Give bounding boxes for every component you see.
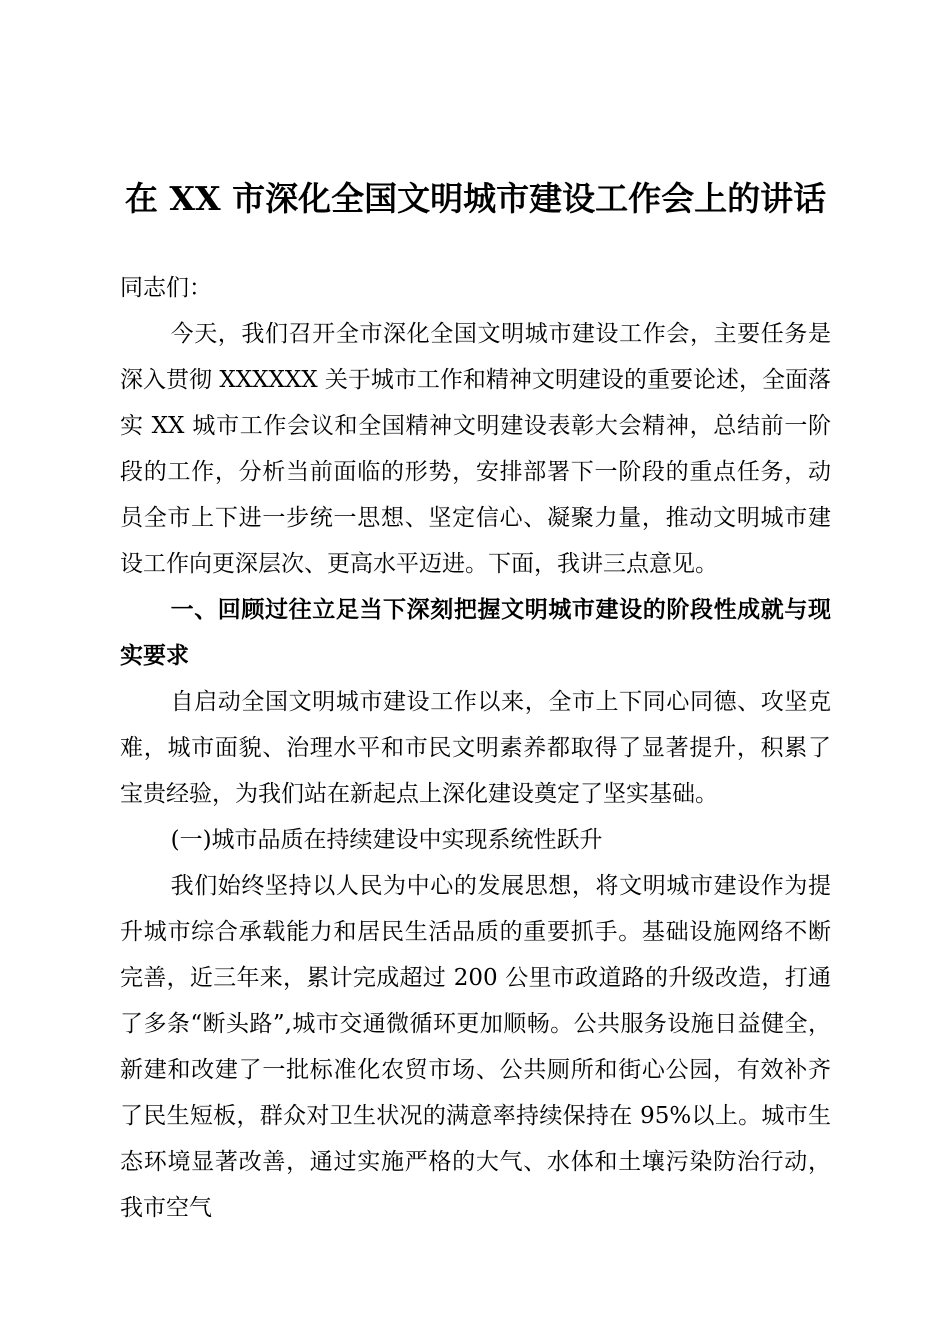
subsection-heading-1-1: (一)城市品质在持续建设中实现系统性跃升 <box>170 827 603 853</box>
salutation: 同志们： <box>120 275 212 301</box>
paragraph-opening: 今天，我们召开全市深化全国文明城市建设工作会，主要任务是深入贯彻 XXXXXX 关于城市工作和精神文明建设的重要论述，全面落实 XX 城市工作会议和全国精神文明建设表彰大会精神，总结前一阶段的工作，分析当前面临的形势，安排部署下一阶段的重点任务，动员全市上下进一步统一思想、坚定信心、凝聚力量，推动文明城市建设工作向更深层次、更高水平迈进。下面，我讲三点意见。 <box>120 321 831 577</box>
document-title: 在 XX 市深化全国文明城市建设工作会上的讲话 <box>124 179 827 218</box>
paragraph-achievements: 自启动全国文明城市建设工作以来，全市上下同心同德、攻坚克难，城市面貌、治理水平和市民文明素养都取得了显著提升，积累了宝贵经验，为我们站在新起点上深化建设奠定了坚实基础。 <box>120 689 831 807</box>
paragraph-city-quality: 我们始终坚持以人民为中心的发展思想，将文明城市建设作为提升城市综合承载能力和居民生活品质的重要抓手。基础设施网络不断完善，近三年来，累计完成超过 200 公里市政道路的升级改造，打通了多条“断头路”,城市交通微循环更加顺畅。公共服务设施日益健全，新建和改建了一批标准化农贸市场、公共厕所和街心公园，有效补齐了民生短板，群众对卫生状况的满意率持续保持在 95%以上。城市生态环境显著改善，通过实施严格的大气、水体和土壤污染防治行动，我市空气 <box>120 873 831 1221</box>
section-heading-1: 一、回顾过往立足当下深刻把握文明城市建设的阶段性成就与现实要求 <box>120 596 831 669</box>
